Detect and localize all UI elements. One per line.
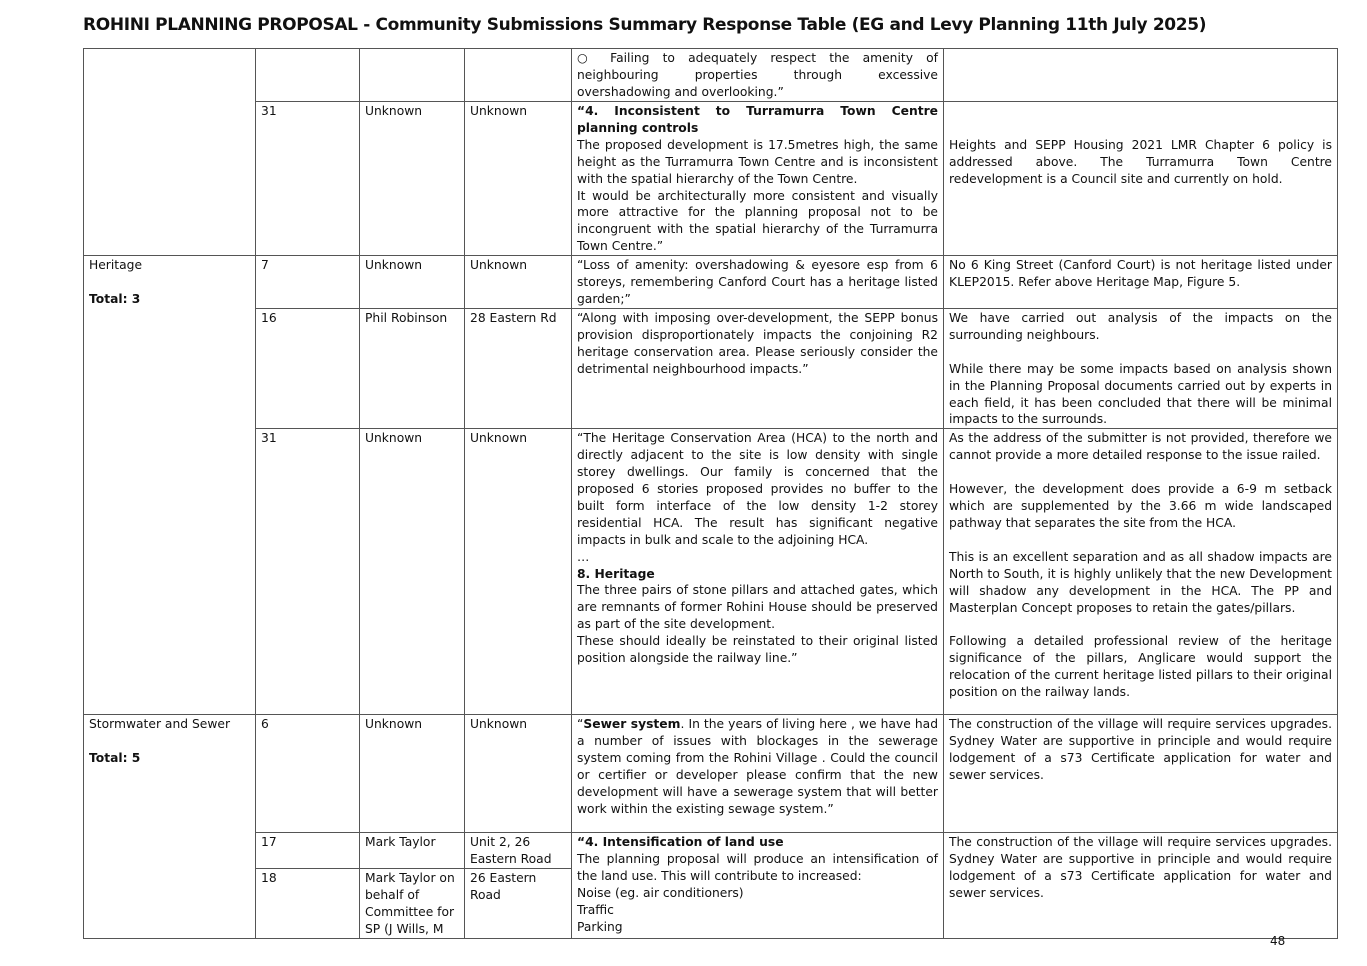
address-cell: Unknown <box>465 256 572 309</box>
submissions-table <box>83 48 1338 939</box>
response-paragraph: This is an excellent separation and as all shadow impacts are North to South, it is highly unlikely that the new Development will shadow any development in the HCA. The PP and Masterplan Concept proposes to retain the gates/pillars. <box>949 549 1332 615</box>
submitter-name-cell: Unknown <box>360 715 465 833</box>
submission-number-cell: 6 <box>256 715 360 833</box>
address-cell: Unknown <box>465 429 572 715</box>
response-cell: The construction of the village will require services upgrades. Sydney Water are supportive in principle and would require lodgement of a s73 Certificate application for water and sewer services. <box>944 715 1338 833</box>
page-title: ROHINI PLANNING PROPOSAL - Community Submissions Summary Response Table (EG and Levy Planning 11th July 2025) <box>83 15 1207 35</box>
submission-text: ○ Failing to adequately respect the amenity of neighbouring properties through excessive overshadowing and overlooking.” <box>577 51 938 99</box>
submission-list: Noise (eg. air conditioners) Traffic Parking <box>577 886 744 934</box>
submitter-name-cell: Unknown <box>360 102 465 256</box>
submission-ellipsis: … <box>577 549 590 564</box>
submission-paragraph: “The Heritage Conservation Area (HCA) to the north and directly adjacent to the site is low density with single storey dwellings. Our family is concerned that the proposed 6 stories proposed provides no buffer to the built form interface of the low density 1-2 storey residential HCA. The result has significant negative impacts in bulk and scale to the adjoining HCA. <box>577 431 938 547</box>
submission-number-cell: 16 <box>256 308 360 428</box>
issue-label: Stormwater and Sewer <box>89 717 231 732</box>
issue-cell <box>84 256 256 715</box>
submission-cell: “Loss of amenity: overshadowing & eyesore esp from 6 storeys, remembering Canford Court has a heritage listed garden;” <box>572 256 944 309</box>
submitter-name-cell <box>360 49 465 102</box>
submission-heading: Sewer system <box>583 717 681 732</box>
submission-heading: “4. Inconsistent to Turramurra Town Centre planning controls <box>577 104 938 135</box>
table-row <box>84 715 1338 833</box>
response-paragraph: As the address of the submitter is not provided, therefore we cannot provide a more detailed response to the issue railed. <box>949 431 1332 463</box>
response-cell <box>944 429 1338 715</box>
submission-cell: “Along with imposing over-development, the SEPP bonus provision disproportionately impacts the conjoining R2 heritage conservation area. Please seriously consider the detrimental neighbourhood impacts.” <box>572 308 944 428</box>
issue-label: Heritage <box>89 258 143 273</box>
submission-heading: 8. Heritage <box>577 566 655 581</box>
submission-cell <box>572 429 944 715</box>
response-cell <box>944 102 1338 256</box>
address-cell: Unknown <box>465 102 572 256</box>
page-number: 48 <box>1270 934 1286 948</box>
submitter-name-cell: Unknown <box>360 429 465 715</box>
submission-text: . In the years of living here , we have had a number of issues with blockages in the sewerage system coming from the Rohini Village . Could the council or certifier or developer please confirm that the new development will have a sewerage system that will better work within the existing sewage system.” <box>577 717 938 816</box>
address-cell: 26 Eastern Road <box>465 869 572 939</box>
submitter-name-cell: Mark Taylor on behalf of Committee for SP (J Wills, M <box>360 869 465 939</box>
response-cell <box>944 49 1338 102</box>
address-cell <box>465 49 572 102</box>
submission-text: The proposed development is 17.5metres high, the same height as the Turramurra Town Centre and is inconsistent with the spatial hierarchy of the Town Centre. It would be architecturally more consistent and visually more attractive for the planning proposal not to be incongruent with the spatial hierarchy of the Turramurra Town Centre.” <box>577 137 938 254</box>
submission-paragraph: The three pairs of stone pillars and attached gates, which are remnants of former Rohini House should be preserved as part of the site development. These should ideally be reinstated to their original listed position alongside the railway line.” <box>577 583 938 666</box>
table-row <box>84 256 1338 309</box>
table-row <box>84 49 1338 102</box>
issue-total: Total: 5 <box>89 751 141 766</box>
response-paragraph: We have carried out analysis of the impacts on the surrounding neighbours. <box>949 310 1332 342</box>
submitter-name-cell: Unknown <box>360 256 465 309</box>
response-paragraph: While there may be some impacts based on analysis shown in the Planning Proposal documents carried out by experts in each field, it has been concluded that there will be minimal impacts to the surrounds. <box>949 361 1332 427</box>
submission-cell <box>572 102 944 256</box>
response-text: Heights and SEPP Housing 2021 LMR Chapter 6 policy is addressed above. The Turramurra Town Centre redevelopment is a Council site and currently on hold. <box>949 138 1332 186</box>
table-row <box>84 102 1338 256</box>
table-row <box>84 308 1338 428</box>
table-row <box>84 833 1338 869</box>
submission-cell <box>572 833 944 938</box>
table-row <box>84 429 1338 715</box>
issue-cell <box>84 715 256 938</box>
submission-number-cell: 18 <box>256 869 360 939</box>
response-cell: The construction of the village will require services upgrades. Sydney Water are supportive in principle and would require lodgement of a s73 Certificate application for water and sewer services. <box>944 833 1338 938</box>
response-paragraph: Following a detailed professional review of the heritage significance of the pillars, Anglicare would support the relocation of the current heritage listed pillars to their original position on the railway lands. <box>949 634 1332 700</box>
response-cell <box>944 308 1338 428</box>
submission-number-cell <box>256 49 360 102</box>
submission-number-cell: 7 <box>256 256 360 309</box>
submitter-name-cell: Phil Robinson <box>360 308 465 428</box>
submission-text: The planning proposal will produce an intensification of the land use. This will contribute to increased: <box>577 852 938 884</box>
issue-total: Total: 3 <box>89 292 141 307</box>
issue-cell <box>84 49 256 256</box>
address-cell: Unit 2, 26 Eastern Road <box>465 833 572 869</box>
submission-number-cell: 17 <box>256 833 360 869</box>
response-paragraph: However, the development does provide a 6-9 m setback which are supplemented by the 3.66 m wide landscaped pathway that separates the site from the HCA. <box>949 482 1332 530</box>
submission-cell <box>572 49 944 102</box>
address-cell: 28 Eastern Rd <box>465 308 572 428</box>
submission-cell <box>572 715 944 833</box>
submission-heading: “4. Intensification of land use <box>577 835 784 850</box>
submission-number-cell: 31 <box>256 102 360 256</box>
submitter-name-cell: Mark Taylor <box>360 833 465 869</box>
quote-mark: “ <box>577 717 584 732</box>
address-cell: Unknown <box>465 715 572 833</box>
response-cell: No 6 King Street (Canford Court) is not heritage listed under KLEP2015. Refer above Heritage Map, Figure 5. <box>944 256 1338 309</box>
submission-number-cell: 31 <box>256 429 360 715</box>
